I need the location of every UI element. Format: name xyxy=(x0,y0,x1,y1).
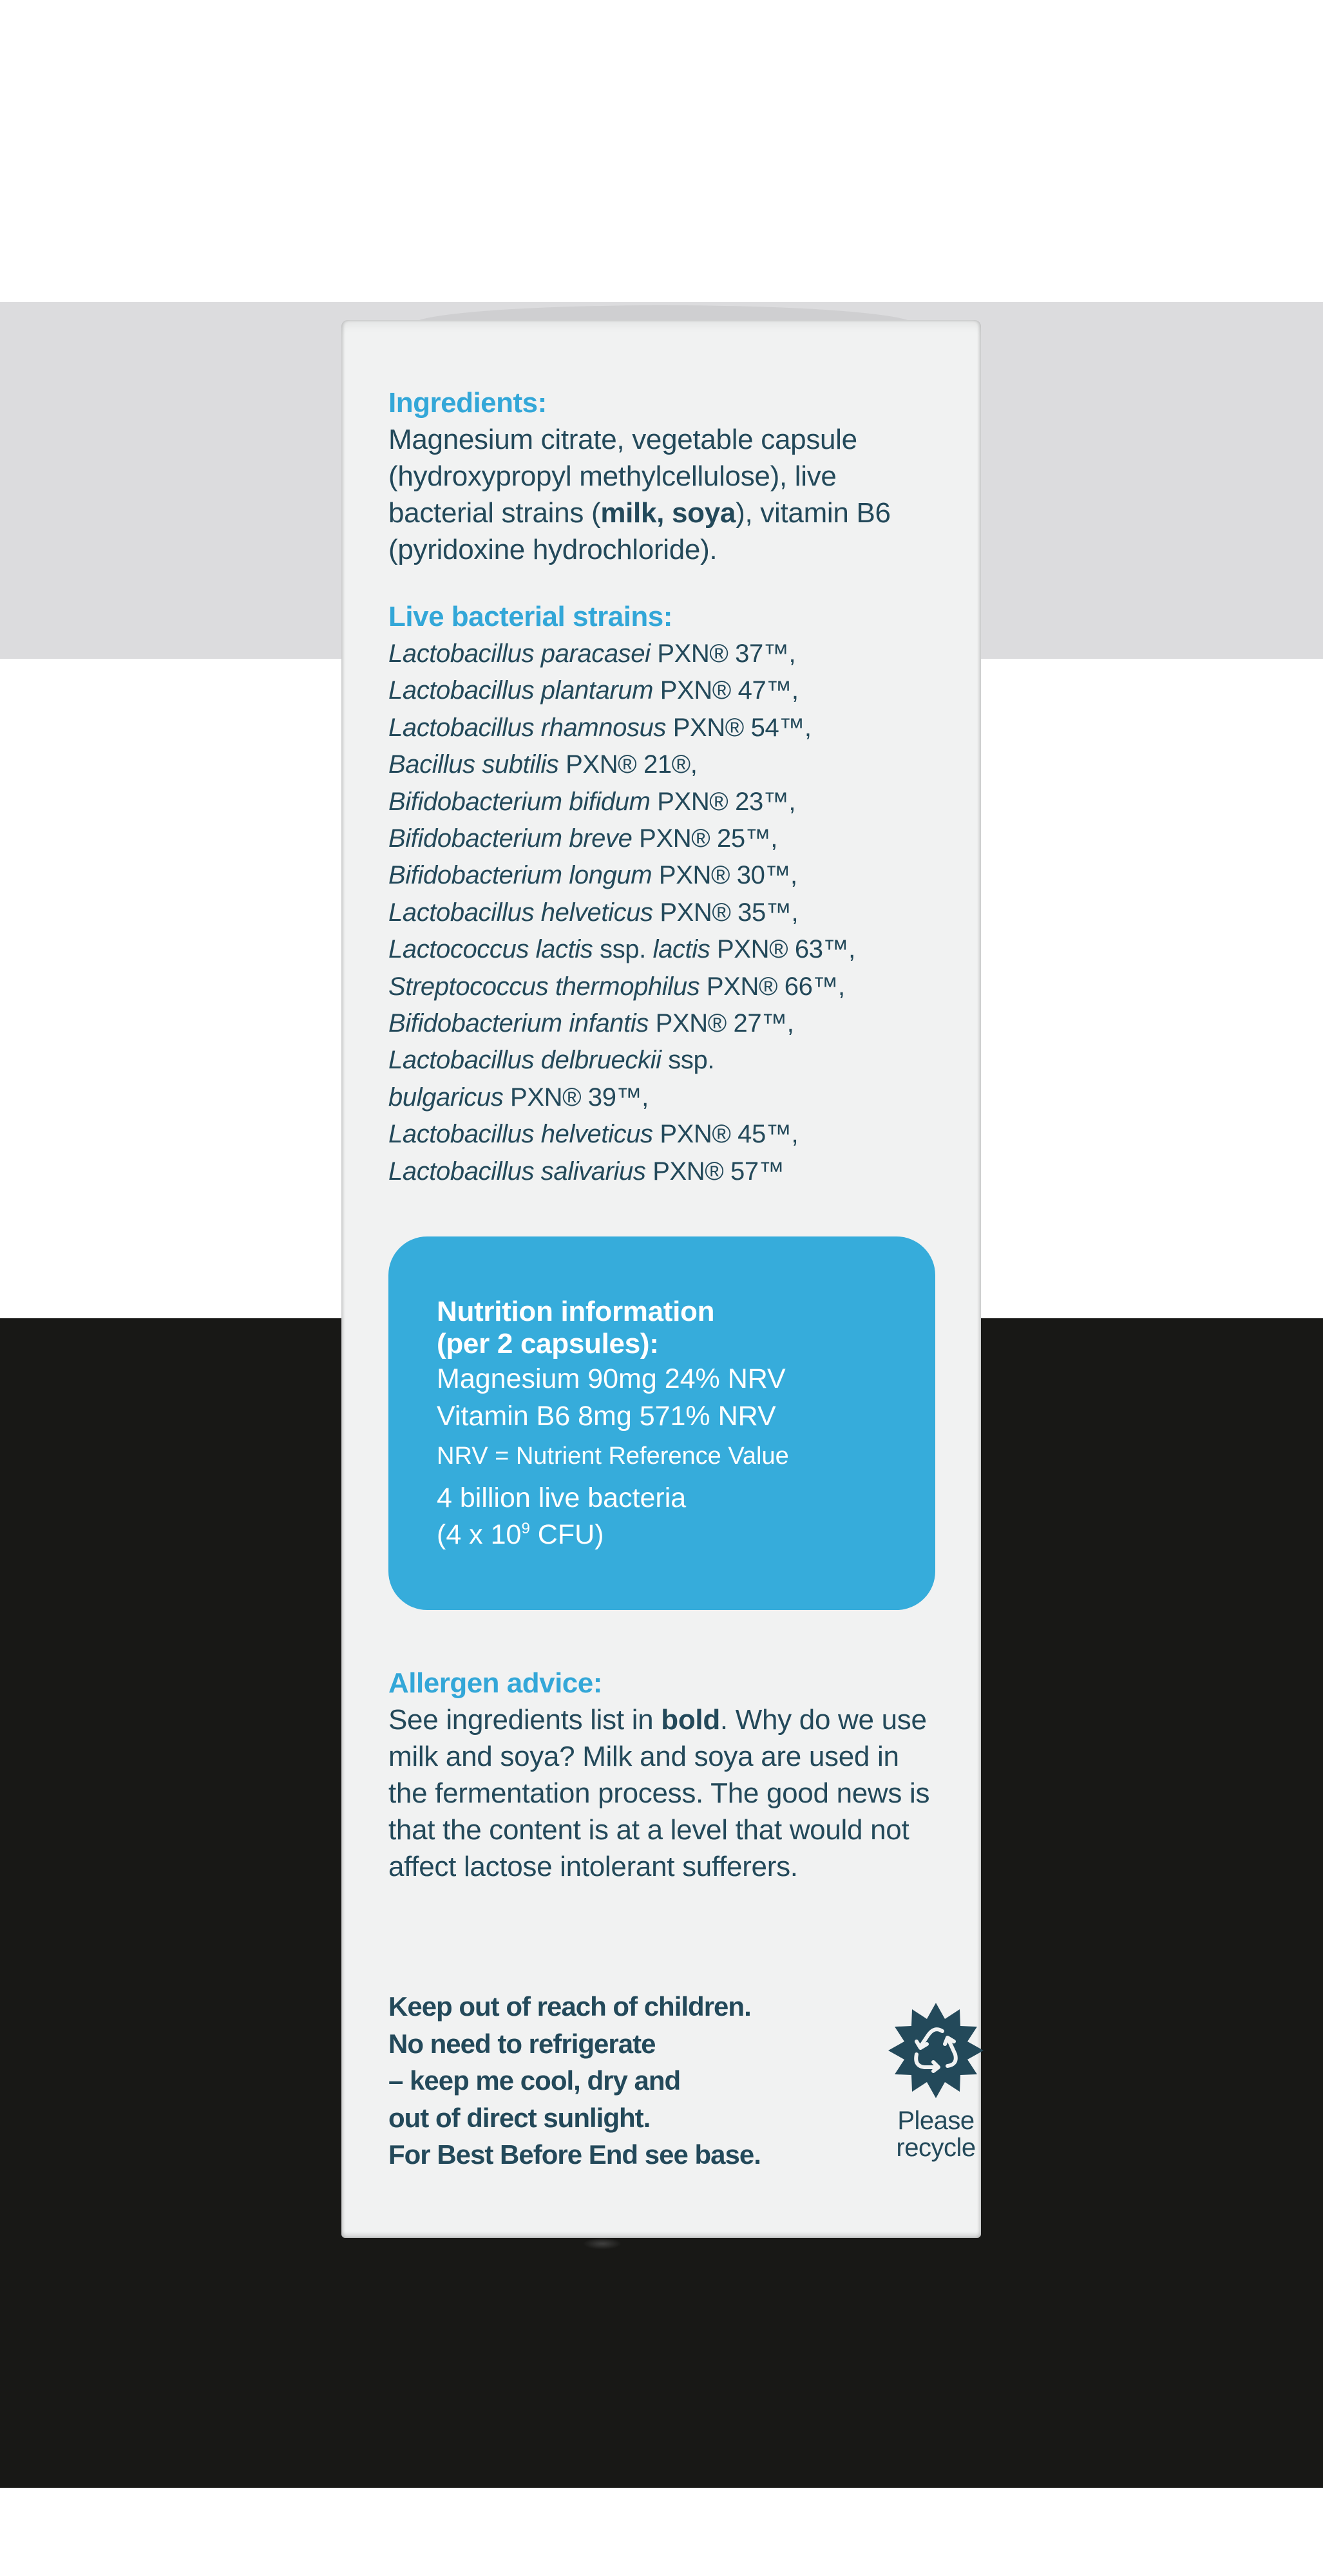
strain-code: PXN® 27™, xyxy=(648,1009,794,1038)
strain-item xyxy=(388,1153,855,1190)
recycle-icon xyxy=(888,2002,984,2099)
nutrition-title-line2: (per 2 capsules): xyxy=(437,1328,659,1359)
strain-species: Lactobacillus helveticus xyxy=(388,1120,653,1149)
strain-code: PXN® 39™, xyxy=(503,1083,649,1112)
strain-code: ssp. xyxy=(661,1046,715,1075)
strain-subspecies-marker: ssp. xyxy=(593,935,653,964)
nrv-definition: NRV = Nutrient Reference Value xyxy=(437,1443,789,1470)
strain-species: Lactobacillus delbrueckii xyxy=(388,1046,662,1075)
allergen-heading: Allergen advice: xyxy=(388,1667,602,1699)
strain-item xyxy=(388,895,855,931)
strain-item xyxy=(388,969,855,1005)
bacteria-cfu-line xyxy=(437,1517,789,1553)
strain-species: Streptococcus thermophilus xyxy=(388,972,700,1001)
ingredients-text-part2: ), vitamin B6 (pyridoxine hydrochloride). xyxy=(388,497,891,565)
strain-species: bulgaricus xyxy=(388,1083,504,1112)
strain-code: PXN® 54™, xyxy=(666,713,812,742)
strain-subspecies: lactis xyxy=(652,935,710,964)
ingredients-text xyxy=(388,421,942,568)
strain-code: PXN® 23™, xyxy=(650,787,796,816)
allergen-text xyxy=(388,1701,942,1885)
strain-code: PXN® 35™, xyxy=(652,898,799,927)
strain-species: Lactobacillus helveticus xyxy=(388,898,653,927)
storage-instructions xyxy=(388,1988,761,2174)
nutrition-row-vitamin-b6: Vitamin B6 8mg 571% NRV xyxy=(437,1401,776,1432)
strain-species: Lactobacillus salivarius xyxy=(388,1157,646,1186)
strain-code: PXN® 37™, xyxy=(650,639,796,668)
strain-code: PXN® 66™, xyxy=(700,972,845,1001)
strain-item xyxy=(388,1005,855,1042)
strain-item xyxy=(388,820,855,857)
strain-species: Lactobacillus rhamnosus xyxy=(388,713,667,742)
strain-item xyxy=(388,672,855,709)
nutrition-info-panel xyxy=(388,1236,935,1610)
strain-item xyxy=(388,710,855,746)
nutrition-row-magnesium: Magnesium 90mg 24% NRV xyxy=(437,1363,786,1394)
product-box-side-panel xyxy=(341,320,981,2238)
strain-species: Bifidobacterium infantis xyxy=(388,1009,649,1038)
strain-species: Bacillus subtilis xyxy=(388,750,559,779)
recycle-label xyxy=(875,2107,997,2161)
strain-item xyxy=(388,857,855,894)
strain-species: Bifidobacterium bifidum xyxy=(388,787,651,816)
cfu-suffix: CFU) xyxy=(529,1519,604,1550)
storage-line: out of direct sunlight. xyxy=(388,2102,651,2133)
strain-item xyxy=(388,1042,855,1079)
strain-item xyxy=(388,784,855,820)
storage-line: For Best Before End see base. xyxy=(388,2139,761,2170)
recycle-label-line2: recycle xyxy=(896,2134,976,2162)
ingredients-section xyxy=(388,384,942,568)
recycle-label-line1: Please xyxy=(897,2107,975,2135)
strain-species: Bifidobacterium breve xyxy=(388,824,633,853)
cfu-prefix: (4 x 10 xyxy=(437,1519,522,1550)
allergen-bold-word: bold xyxy=(661,1704,720,1736)
strain-code: PXN® 25™, xyxy=(632,824,778,853)
ingredients-heading: Ingredients: xyxy=(388,387,547,419)
strain-code: PXN® 47™, xyxy=(653,676,799,705)
strain-species: Lactobacillus plantarum xyxy=(388,676,654,705)
cfu-exponent: 9 xyxy=(521,1520,530,1537)
nutrition-title-line1: Nutrition information xyxy=(437,1296,715,1327)
strain-species: Lactobacillus paracasei xyxy=(388,639,651,668)
bacteria-count-line1: 4 billion live bacteria xyxy=(437,1482,687,1513)
bacteria-count xyxy=(437,1480,789,1553)
box-bottom-shadow xyxy=(583,2238,622,2249)
strain-code: PXN® 21®, xyxy=(558,750,698,779)
strain-code: PXN® 45™, xyxy=(652,1120,799,1149)
storage-line: No need to refrigerate xyxy=(388,2028,656,2059)
strains-list xyxy=(388,636,855,1190)
nutrition-info-content xyxy=(437,1296,789,1553)
strains-heading: Live bacterial strains: xyxy=(388,601,672,632)
strain-item xyxy=(388,931,855,968)
strain-item xyxy=(388,1116,855,1153)
strain-item xyxy=(388,1079,855,1116)
strain-item xyxy=(388,636,855,672)
strain-species: Lactococcus lactis xyxy=(388,935,593,964)
strain-species: Bifidobacterium longum xyxy=(388,861,652,890)
strain-item xyxy=(388,746,855,783)
allergen-text-part2: . Why do we use milk and soya? Milk and soya are used in the fermentation process. The good news is that the content is at a level that would not affect lactose intolerant sufferers. xyxy=(388,1704,930,1882)
ingredients-text-part1: Magnesium citrate, vegetable capsule (hydroxypropyl methylcellulose), live bacterial strains ( xyxy=(388,424,857,529)
strain-code: PXN® 57™ xyxy=(645,1157,785,1186)
storage-line: Keep out of reach of children. xyxy=(388,1991,751,2022)
strain-code: PXN® 30™, xyxy=(652,861,797,890)
ingredients-allergens-bold: milk, soya xyxy=(600,497,736,529)
allergen-text-part1: See ingredients list in xyxy=(388,1704,662,1736)
storage-line: – keep me cool, dry and xyxy=(388,2065,681,2096)
strain-code: PXN® 63™, xyxy=(710,935,855,964)
